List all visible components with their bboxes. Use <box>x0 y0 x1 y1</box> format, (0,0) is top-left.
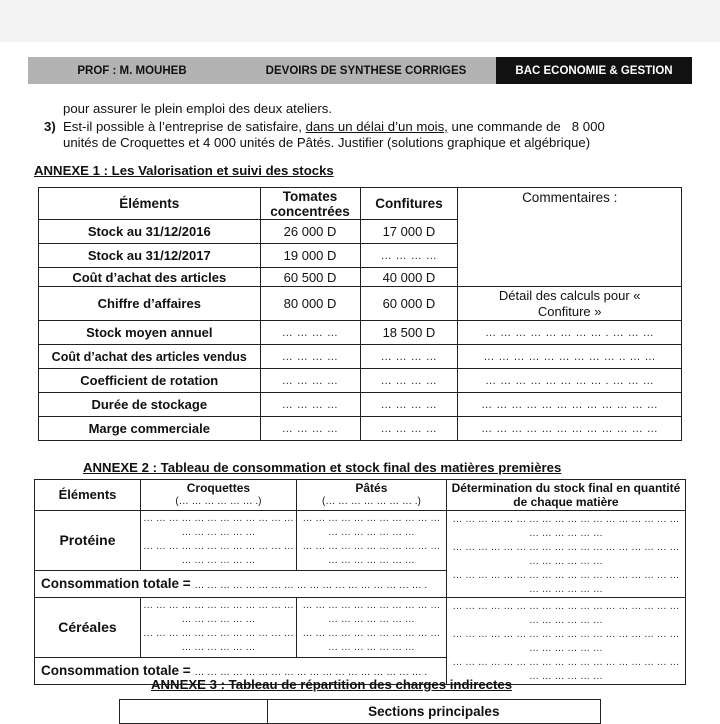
cell-confitures: … … … … <box>360 244 458 268</box>
cell-tomates: … … … … <box>260 393 360 417</box>
cell-tomates: 60 500 D <box>260 268 360 287</box>
annexe-1-table <box>38 187 682 441</box>
row-cereales: Céréales <box>35 598 141 658</box>
col-pates: Pâtés (… … … … … … … .) <box>296 480 446 511</box>
annexe-2-title: ANNEXE 2 : Tableau de consommation et stock final des matières premières <box>83 460 562 475</box>
annexe-2-table <box>34 479 686 685</box>
cell-tomates: 19 000 D <box>260 244 360 268</box>
cell-stock-cereales: … … … … … … … … … … … … … … … … … … … … … … … … … … … … … … … … … … … … … … … … … … … … … … … … … … … … … … … … … … … … … … … … … … … … … … … … <box>446 598 685 685</box>
cell-confitures: … … … … <box>360 369 458 393</box>
cell-tomates: … … … … <box>260 369 360 393</box>
row-label: Coefficient de rotation <box>39 369 261 393</box>
row-proteine: Protéine <box>35 511 141 571</box>
cell-tomates: … … … … <box>260 345 360 369</box>
cell-comment: … … … … … … … … . … … … <box>458 369 682 393</box>
row-label: Coût d’achat des articles vendus <box>39 345 261 369</box>
row-label: Marge commerciale <box>39 417 261 441</box>
row-label: Coût d’achat des articles <box>39 268 261 287</box>
header-bac: BAC ECONOMIE & GESTION <box>496 57 692 84</box>
cell-tomates: 80 000 D <box>260 287 360 321</box>
cell-pates: … … … … … … … … … … … … … … … … … … … … … … … … … … … … … … … … … … … … <box>296 511 446 571</box>
col-tomates: Tomates concentrées <box>260 188 360 220</box>
col-comments: Commentaires : <box>458 188 682 287</box>
col-confitures: Confitures <box>360 188 458 220</box>
total-cereales: Consommation totale = … … … … … … … … … … … … … … … … … … . <box>35 657 447 684</box>
cell-confitures: 40 000 D <box>360 268 458 287</box>
annexe-1-title: ANNEXE 1 : Les Valorisation et suivi des stocks <box>34 163 334 178</box>
annexe-3-title: ANNEXE 3 : Tableau de répartition des charges indirectes <box>151 677 513 692</box>
row-label: Stock moyen annuel <box>39 321 261 345</box>
cell-comment: … … … … … … … … … .. … … <box>458 345 682 369</box>
row-label: Durée de stockage <box>39 393 261 417</box>
cell-comment: … … … … … … … … . … … … <box>458 321 682 345</box>
col-sections-principales: Sections principales <box>267 700 600 724</box>
question-3-line-1: Est-il possible à l’entreprise de satisfaire, dans un délai d’un mois, une commande de 8 000 <box>63 119 605 134</box>
cell-confitures: … … … … <box>360 417 458 441</box>
cell-tomates: … … … … <box>260 417 360 441</box>
question-3-number: 3) <box>44 119 56 134</box>
total-proteine: Consommation totale = … … … … … … … … … … … … … … … … … … . <box>35 570 447 597</box>
cell-tomates: … … … … <box>260 321 360 345</box>
header-prof: PROF : M. MOUHEB <box>28 57 236 84</box>
cell-croquettes: … … … … … … … … … … … … … … … … … … … … … … … … … … … … … … … … … … … … <box>140 511 296 571</box>
body-line-1: pour assurer le plein emploi des deux ateliers. <box>63 101 333 116</box>
cell-pates: … … … … … … … … … … … … … … … … … … … … … … … … … … … … … … … … … … … … <box>296 598 446 658</box>
cell-confitures: … … … … <box>360 393 458 417</box>
col-stock-final: Détermination du stock final en quantité de chaque matière <box>446 480 685 511</box>
row-label: Chiffre d’affaires <box>39 287 261 321</box>
question-3-line-2: unités de Croquettes et 4 000 unités de Pâtés. Justifier (solutions graphique et algébrique) <box>63 135 591 150</box>
col-elements: Éléments <box>39 188 261 220</box>
annexe-3-table <box>119 699 601 724</box>
cell-croquettes: … … … … … … … … … … … … … … … … … … … … … … … … … … … … … … … … … … … … <box>140 598 296 658</box>
detail-confiture: Détail des calculs pour « Confiture » <box>458 287 682 321</box>
cell-comment: … … … … … … … … … … … … <box>458 417 682 441</box>
col-elements: Éléments <box>35 480 141 511</box>
cell-confitures: 18 500 D <box>360 321 458 345</box>
top-band <box>0 0 720 42</box>
page-header <box>28 57 692 84</box>
cell-tomates: 26 000 D <box>260 220 360 244</box>
cell-confitures: 60 000 D <box>360 287 458 321</box>
cell-comment: … … … … … … … … … … … … <box>458 393 682 417</box>
row-label: Stock au 31/12/2017 <box>39 244 261 268</box>
row-label: Stock au 31/12/2016 <box>39 220 261 244</box>
col-croquettes: Croquettes (… … … … … … .) <box>140 480 296 511</box>
cell-confitures: … … … … <box>360 345 458 369</box>
cell-confitures: 17 000 D <box>360 220 458 244</box>
header-devoir: DEVOIRS DE SYNTHESE CORRIGES <box>236 57 496 84</box>
cell-stock-proteine: … … … … … … … … … … … … … … … … … … … … … … … … … … … … … … … … … … … … … … … … … … … … … … … … … … … … … … … … … … … … … … … … … … … … … … … … <box>446 511 685 598</box>
